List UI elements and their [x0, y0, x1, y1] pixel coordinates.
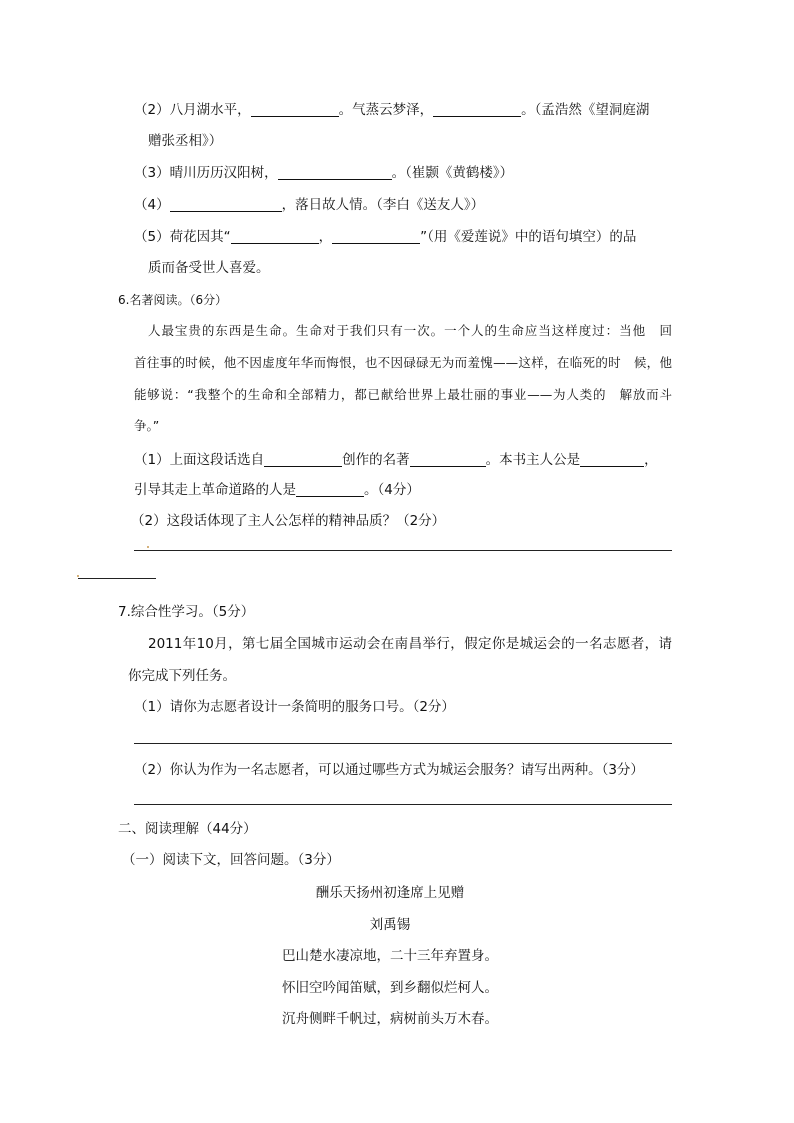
stray-mark — [77, 575, 79, 577]
poem-author: 刘禹锡 — [369, 917, 411, 933]
item-text: 荷花因其“ — [169, 229, 231, 245]
answer-blank[interactable] — [410, 452, 486, 467]
poetry-item-4 — [134, 195, 484, 215]
poetry-item-5 — [134, 227, 636, 247]
poem-line: 巴山楚水凄凉地，二十三年弃置身。 — [282, 948, 498, 964]
item-text: 八月湖水平， — [169, 102, 251, 118]
answer-blank[interactable] — [433, 102, 521, 117]
item-text: ， — [644, 452, 658, 468]
item-label: （5） — [134, 229, 170, 245]
q7-intro-line: 你完成下列任务。 — [128, 668, 236, 684]
q6-passage-line: 人最宝贵的东西是生命。生命对于我们只有一次。一个人的生命应当这样度过：当他 回 — [148, 323, 672, 338]
answer-line[interactable] — [134, 743, 672, 744]
answer-blank[interactable] — [278, 165, 392, 180]
item-text: 上面这段话选自 — [169, 452, 265, 468]
poetry-item-3 — [134, 163, 513, 183]
item-label: （2） — [131, 513, 167, 529]
answer-blank[interactable] — [264, 452, 342, 467]
part-heading: （一）阅读下文，回答问题。（3分） — [122, 852, 340, 868]
poem-line: 沉舟侧畔千帆过，病树前头万木春。 — [282, 1011, 498, 1027]
item-text: 。气蒸云梦泽， — [338, 102, 434, 118]
q6-title: 6.名著阅读。（6分） — [118, 293, 228, 307]
item-text: 晴川历历汉阳树， — [169, 165, 278, 181]
stray-mark — [147, 546, 149, 548]
q7-intro-line: 2011年10月，第七届全国城市运动会在南昌举行，假定你是城运会的一名志愿者，请 — [148, 636, 672, 652]
item-label: （3） — [134, 165, 170, 181]
item-text: 引导其走上革命道路的人是 — [134, 482, 296, 498]
answer-blank[interactable] — [580, 452, 644, 467]
q6-passage-line: 能够说：“我整个的生命和全部精力，都已献给世界上最壮丽的事业——为人类的 解放而斗 — [134, 387, 672, 402]
item-label: （1） — [134, 699, 170, 715]
item-text: 创作的名著 — [342, 452, 410, 468]
q6-sub-1-continued — [134, 480, 420, 500]
answer-blank[interactable] — [332, 229, 420, 244]
item-text: ， — [318, 229, 333, 245]
item-text: ”（用《爱莲说》中的语句填空）的品 — [420, 229, 637, 245]
item-label: （2） — [134, 102, 170, 118]
section-title: 二、阅读理解（44分） — [118, 821, 257, 837]
poem-line: 怀旧空吟闻笛赋，到乡翻似烂柯人。 — [282, 980, 498, 996]
item-label: （4） — [134, 197, 170, 213]
q6-passage-line: 首往事的时候，他不因虚度年华而悔恨，也不因碌碌无为而羞愧——这样，在临死的时 候，他 — [134, 355, 672, 370]
answer-line-short[interactable] — [78, 578, 156, 579]
q6-passage-line: 争。” — [134, 418, 160, 433]
item-text: 这段话体现了主人公怎样的精神品质？（2分） — [166, 513, 446, 529]
item-text: 你认为作为一名志愿者，可以通过哪些方式为城运会服务？请写出两种。（3分） — [169, 762, 644, 778]
poem-title: 酬乐天扬州初逢席上见赠 — [315, 885, 465, 901]
q7-title: 7.综合性学习。（5分） — [118, 604, 255, 620]
q7-sub-2 — [134, 760, 644, 780]
q7-sub-1 — [134, 697, 455, 717]
q6-sub-1 — [134, 450, 658, 470]
item-text: 。本书主人公是 — [485, 452, 581, 468]
item-text: 。（4分） — [364, 482, 420, 498]
answer-blank[interactable] — [231, 229, 319, 244]
answer-blank[interactable] — [251, 102, 339, 117]
poetry-item-5-continued: 质而备受世人喜爱。 — [148, 260, 270, 276]
poetry-item-2 — [134, 100, 649, 120]
answer-line[interactable] — [134, 550, 672, 551]
item-text: 。（崔颢《黄鹤楼》） — [391, 165, 514, 181]
item-label: （2） — [134, 762, 170, 778]
answer-blank[interactable] — [170, 197, 282, 212]
item-text: 请你为志愿者设计一条简明的服务口号。（2分） — [169, 699, 455, 715]
item-text: 。（孟浩然《望洞庭湖 — [521, 102, 650, 118]
item-label: （1） — [134, 452, 170, 468]
poetry-item-2-continued: 赠张丞相》） — [148, 133, 223, 149]
q6-sub-2 — [131, 511, 445, 531]
answer-blank[interactable] — [296, 482, 364, 497]
item-text: ，落日故人情。（李白《送友人》） — [281, 197, 485, 213]
answer-line[interactable] — [134, 804, 672, 805]
